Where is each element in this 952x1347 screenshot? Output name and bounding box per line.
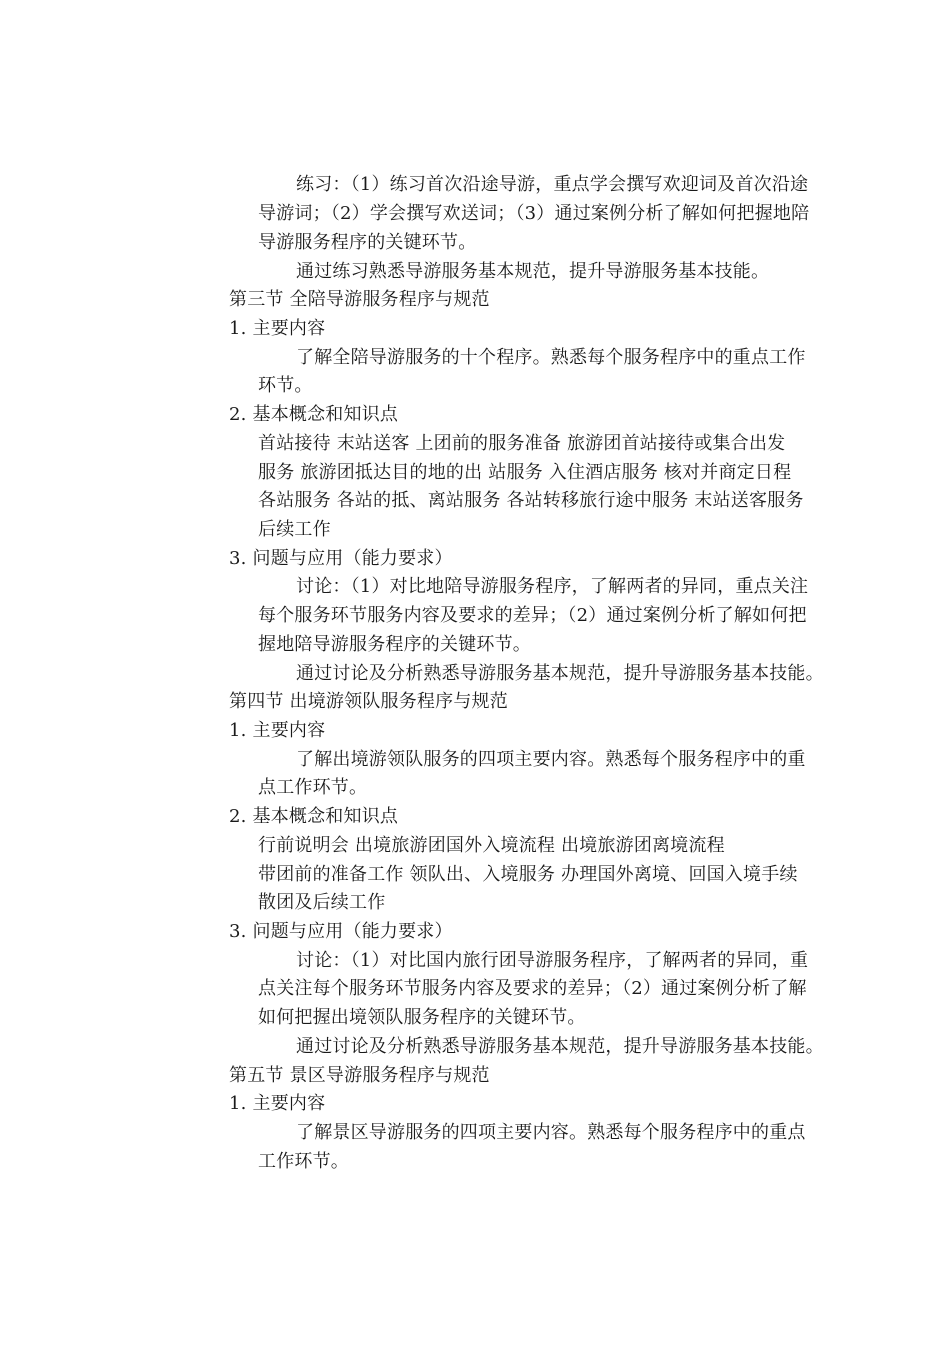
text-line: 后续工作 bbox=[258, 519, 331, 540]
subsection-heading: 3. 问题与应用（能力要求） bbox=[229, 921, 453, 942]
text-line: 通过讨论及分析熟悉导游服务基本规范，提升导游服务基本技能。 bbox=[296, 663, 824, 684]
text-line: 通过练习熟悉导游服务基本规范，提升导游服务基本技能。 bbox=[296, 261, 770, 282]
subsection-heading: 2. 基本概念和知识点 bbox=[229, 404, 399, 425]
text-line: 如何把握出境领队服务程序的关键环节。 bbox=[258, 1007, 586, 1028]
subsection-heading: 2. 基本概念和知识点 bbox=[229, 806, 399, 827]
text-line: 每个服务环节服务内容及要求的差异；（2）通过案例分析了解如何把 bbox=[258, 605, 807, 626]
text-line: 了解景区导游服务的四项主要内容。熟悉每个服务程序中的重点 bbox=[296, 1122, 806, 1143]
text-line: 首站接待 末站送客 上团前的服务准备 旅游团首站接待或集合出发 bbox=[258, 433, 786, 454]
text-line: 散团及后续工作 bbox=[258, 892, 386, 913]
text-line: 行前说明会 出境旅游团国外入境流程 出境旅游团离境流程 bbox=[258, 835, 725, 856]
text-line: 导游服务程序的关键环节。 bbox=[258, 232, 477, 253]
text-line: 讨论：（1）对比国内旅行团导游服务程序，了解两者的异同，重 bbox=[296, 950, 809, 971]
text-line: 握地陪导游服务程序的关键环节。 bbox=[258, 634, 531, 655]
section-heading: 第四节 出境游领队服务程序与规范 bbox=[229, 691, 508, 712]
text-line: 了解出境游领队服务的四项主要内容。熟悉每个服务程序中的重 bbox=[296, 749, 806, 770]
text-line: 导游词；（2）学会撰写欢送词；（3）通过案例分析了解如何把握地陪 bbox=[258, 203, 810, 224]
section-heading: 第三节 全陪导游服务程序与规范 bbox=[229, 289, 490, 310]
text-line: 点关注每个服务环节服务内容及要求的差异；（2）通过案例分析了解 bbox=[258, 978, 807, 999]
text-line: 点工作环节。 bbox=[258, 777, 368, 798]
subsection-heading: 1. 主要内容 bbox=[229, 318, 326, 339]
text-line: 带团前的准备工作 领队出、入境服务 办理国外离境、回国入境手续 bbox=[258, 864, 798, 885]
subsection-heading: 1. 主要内容 bbox=[229, 1093, 326, 1114]
subsection-heading: 1. 主要内容 bbox=[229, 720, 326, 741]
text-line: 环节。 bbox=[258, 375, 313, 396]
section-heading: 第五节 景区导游服务程序与规范 bbox=[229, 1065, 490, 1086]
text-line: 了解全陪导游服务的十个程序。熟悉每个服务程序中的重点工作 bbox=[296, 347, 806, 368]
text-line: 各站服务 各站的抵、离站服务 各站转移旅行途中服务 末站送客服务 bbox=[258, 490, 804, 511]
subsection-heading: 3. 问题与应用（能力要求） bbox=[229, 548, 453, 569]
text-line: 服务 旅游团抵达目的地的出 站服务 入住酒店服务 核对并商定日程 bbox=[258, 462, 792, 483]
text-line: 通过讨论及分析熟悉导游服务基本规范，提升导游服务基本技能。 bbox=[296, 1036, 824, 1057]
text-line: 讨论：（1）对比地陪导游服务程序，了解两者的异同，重点关注 bbox=[296, 576, 809, 597]
text-line: 练习：（1）练习首次沿途导游，重点学会撰写欢迎词及首次沿途 bbox=[296, 174, 809, 195]
text-line: 工作环节。 bbox=[258, 1151, 349, 1172]
